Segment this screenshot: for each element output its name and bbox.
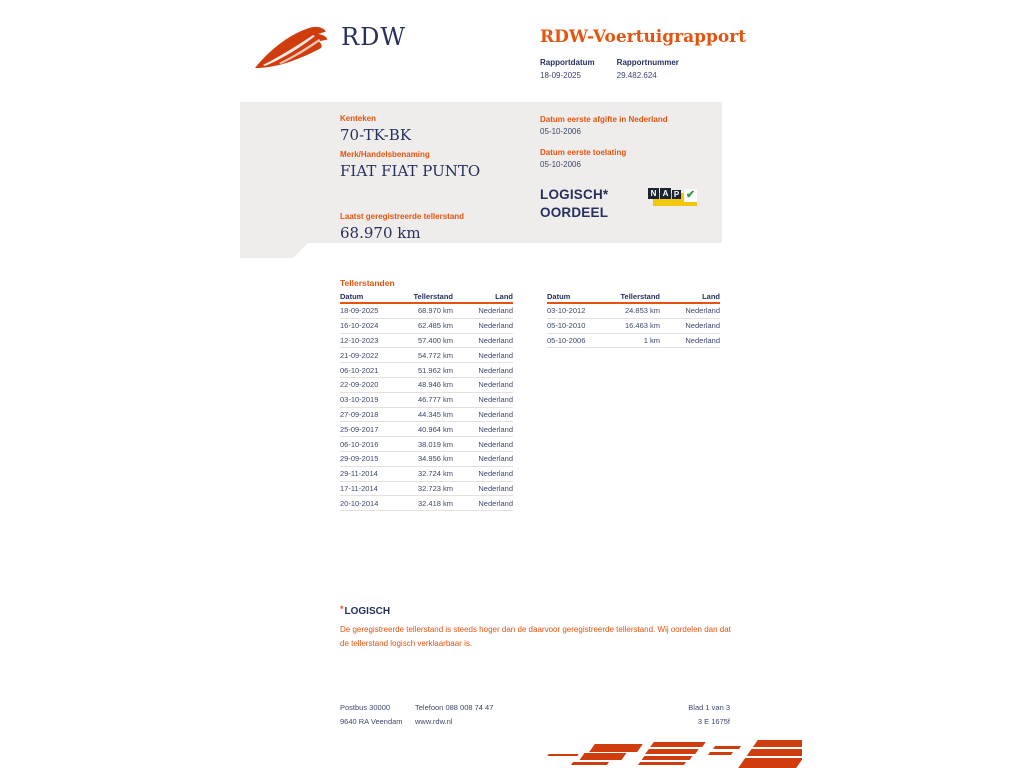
cell-land: Nederland [478, 498, 513, 508]
afgifte-value: 05-10-2006 [540, 127, 581, 136]
page-footer [340, 701, 730, 731]
report-number-value: 29.482.624 [616, 71, 657, 80]
table-row [340, 304, 513, 319]
cell-tellerstand: 24.853 km [624, 306, 660, 316]
table-row [547, 304, 720, 319]
cell-datum: 18-09-2025 [340, 306, 379, 316]
cell-tellerstand: 46.777 km [417, 395, 453, 405]
cell-datum: 21-09-2022 [340, 350, 379, 360]
cell-land: Nederland [685, 335, 720, 345]
cell-land: Nederland [478, 335, 513, 345]
oordeel-verdict [540, 186, 608, 221]
nap-checkmark-icon: ✔ [685, 189, 696, 201]
odometer-table-left [340, 291, 513, 511]
cell-tellerstand: 48.946 km [417, 380, 453, 390]
table-body [340, 304, 513, 511]
cell-land: Nederland [478, 483, 513, 493]
table-row [340, 319, 513, 334]
cell-tellerstand: 32.723 km [417, 483, 453, 493]
column-header-datum: Datum [547, 292, 571, 301]
stripe-bar [571, 762, 609, 765]
table-row [340, 452, 513, 467]
column-header-datum: Datum [340, 292, 364, 301]
stripe-bar [589, 744, 643, 752]
stripe-gap [739, 756, 802, 758]
footer-city: 9640 RA Veendam [340, 717, 403, 726]
report-date-value: 18-09-2025 [540, 71, 581, 80]
tellerstand-label: Laatst geregistreerde tellerstand [340, 212, 465, 221]
stripe-bar [638, 762, 686, 765]
stripe-bar [708, 752, 733, 755]
kenteken-label: Kenteken [340, 114, 377, 123]
table-row [340, 393, 513, 408]
nap-logo [648, 186, 698, 210]
cell-land: Nederland [478, 380, 513, 390]
stripe-bar [713, 746, 741, 749]
cell-tellerstand: 32.418 km [417, 498, 453, 508]
cell-datum: 06-10-2021 [340, 365, 379, 375]
report-date-label: Rapportdatum [540, 58, 595, 67]
nap-letter-p: P [673, 190, 680, 199]
footer-contact [415, 701, 493, 729]
table-row [547, 319, 720, 334]
cell-datum: 06-10-2016 [340, 439, 379, 449]
report-number-label: Rapportnummer [616, 58, 679, 67]
stripe-bar [650, 742, 706, 747]
speed-stripes-graphic [544, 737, 802, 768]
footer-website: www.rdw.nl [415, 717, 453, 726]
cell-land: Nederland [478, 306, 513, 316]
cell-tellerstand: 1 km [643, 335, 660, 345]
cell-datum: 12-10-2023 [340, 335, 379, 345]
merk-value: FIAT FIAT PUNTO [340, 162, 481, 180]
footnote-title [340, 604, 732, 617]
footer-address [340, 701, 403, 729]
table-header-row [547, 291, 720, 304]
oordeel-line2: OORDEEL [540, 204, 609, 220]
stripe-gap [743, 747, 802, 749]
rdw-wing-logo-icon [253, 22, 335, 72]
cell-datum: 03-10-2012 [547, 306, 586, 316]
cell-tellerstand: 16.463 km [624, 321, 660, 331]
stripe-bar [645, 749, 699, 754]
nap-letter-n: N [648, 188, 659, 199]
afgifte-label: Datum eerste afgifte in Nederland [540, 115, 668, 124]
toelating-label: Datum eerste toelating [540, 148, 627, 157]
report-date-field [540, 58, 595, 80]
table-row [340, 482, 513, 497]
cell-land: Nederland [478, 350, 513, 360]
cell-land: Nederland [478, 424, 513, 434]
merk-field [340, 150, 480, 180]
column-header-land: Land [495, 292, 513, 301]
cell-land: Nederland [478, 409, 513, 419]
footnote-body: De geregistreerde tellerstand is steeds hoger dan de daarvoor geregistreerde tellerstand. Wij oordelen dan dat de tellerstand logisch verklaarbaar is. [340, 625, 731, 648]
nap-letter-a: A [660, 188, 671, 199]
cell-datum: 22-09-2020 [340, 380, 379, 390]
cell-datum: 29-09-2015 [340, 454, 379, 464]
afgifte-field [540, 115, 668, 136]
cell-tellerstand: 54.772 km [417, 350, 453, 360]
cell-land: Nederland [478, 395, 513, 405]
footer-postbus: Postbus 30000 [340, 703, 391, 712]
cell-tellerstand: 68.970 km [417, 306, 453, 316]
cell-datum: 05-10-2010 [547, 321, 586, 331]
table-row [340, 467, 513, 482]
column-header-tellerstand: Tellerstand [620, 292, 660, 301]
cell-datum: 17-11-2014 [340, 483, 378, 493]
cell-tellerstand: 51.962 km [417, 365, 453, 375]
rdw-wordmark: RDW [341, 23, 406, 51]
report-number-field [617, 58, 679, 80]
tellerstand-value: 68.970 km [340, 224, 421, 242]
cell-datum: 05-10-2006 [547, 335, 586, 345]
cell-tellerstand: 34.956 km [417, 454, 453, 464]
stripe-bar [642, 756, 693, 760]
cell-datum: 20-10-2014 [340, 498, 379, 508]
cell-land: Nederland [478, 439, 513, 449]
stripe-bar [580, 753, 627, 760]
table-header-row [340, 291, 513, 304]
kenteken-field [340, 114, 411, 144]
cell-datum: 25-09-2017 [340, 424, 379, 434]
table-row [340, 348, 513, 363]
column-header-land: Land [702, 292, 720, 301]
footer-form-code: 3 E 1675f [697, 717, 730, 726]
cell-datum: 27-09-2018 [340, 409, 379, 419]
report-meta [540, 58, 679, 80]
cell-land: Nederland [685, 306, 720, 316]
footnote-asterisk: * [340, 604, 344, 614]
footer-page-info [688, 701, 730, 729]
table-row [340, 334, 513, 349]
cell-tellerstand: 40.964 km [417, 424, 453, 434]
table-row [340, 378, 513, 393]
merk-label: Merk/Handelsbenaming [340, 150, 430, 159]
toelating-field [540, 148, 626, 169]
stripe-bar [738, 740, 802, 768]
cell-land: Nederland [685, 321, 720, 331]
cell-land: Nederland [478, 365, 513, 375]
vehicle-summary-box [240, 102, 722, 243]
footnote-title-text: LOGISCH [344, 606, 391, 617]
table-row [340, 496, 513, 511]
cell-tellerstand: 44.345 km [417, 409, 453, 419]
tellerstanden-heading: Tellerstanden [340, 278, 395, 288]
table-row [340, 422, 513, 437]
oordeel-line1: LOGISCH* [540, 187, 609, 202]
cell-land: Nederland [478, 469, 513, 479]
odometer-table-right [547, 291, 720, 348]
table-row [547, 334, 720, 349]
cell-tellerstand: 62.485 km [417, 321, 453, 331]
table-body [547, 304, 720, 348]
footer-phone: Telefoon 088 008 74 47 [415, 703, 494, 712]
cell-land: Nederland [478, 321, 513, 331]
cell-tellerstand: 57.400 km [417, 335, 453, 345]
cell-land: Nederland [478, 454, 513, 464]
cell-datum: 03-10-2019 [340, 395, 379, 405]
footer-page-indicator: Blad 1 van 3 [688, 703, 730, 712]
document-title: RDW-Voertuigrapport [540, 27, 747, 47]
table-row [340, 437, 513, 452]
tellerstand-field [340, 212, 464, 242]
kenteken-value: 70-TK-BK [340, 126, 412, 144]
cell-tellerstand: 38.019 km [417, 439, 453, 449]
toelating-value: 05-10-2006 [540, 160, 581, 169]
cell-datum: 29-11-2014 [340, 469, 378, 479]
column-header-tellerstand: Tellerstand [413, 292, 453, 301]
table-row [340, 363, 513, 378]
stripe-bar [547, 754, 578, 756]
cell-datum: 16-10-2024 [340, 321, 379, 331]
cell-tellerstand: 32.724 km [417, 469, 453, 479]
table-row [340, 408, 513, 423]
logisch-footnote [340, 604, 732, 650]
